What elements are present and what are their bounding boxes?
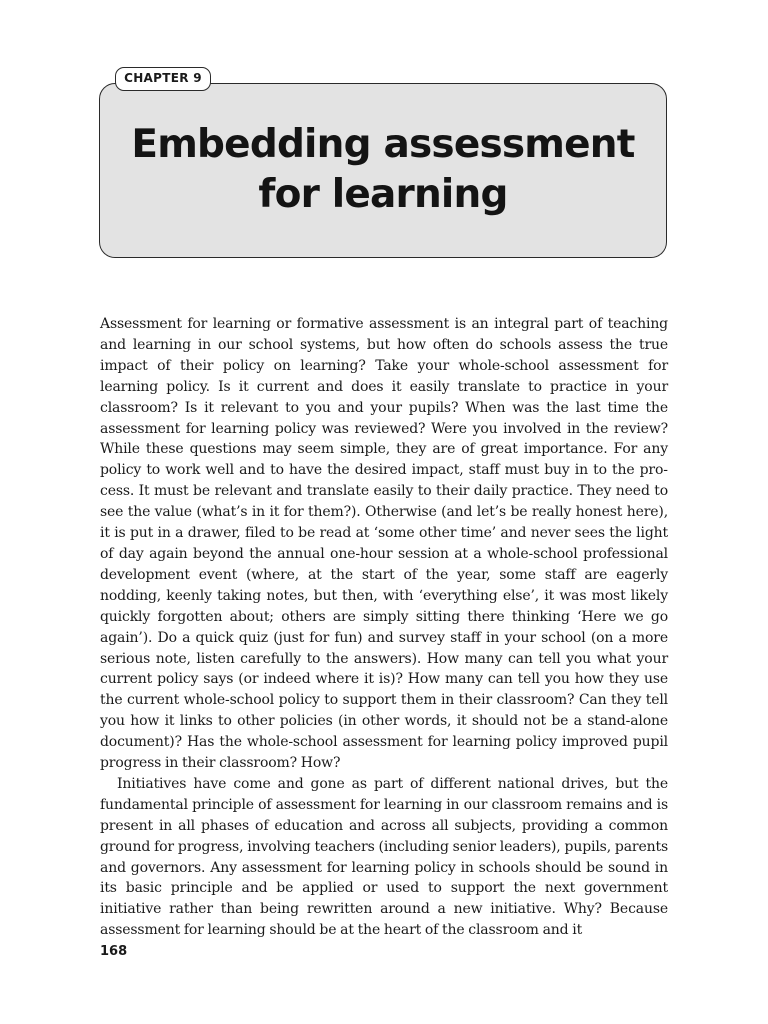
chapter-title-line-2: for learning [258,172,508,217]
body-text [100,314,668,941]
chapter-label: CHAPTER 9 [115,67,211,91]
paragraph-2: Initiatives have come and gone as part of different national drives, but the fundamental principle of assessment for learning in our classroom remains and is present in all phases of education and across all subjects, providing a common ground for progress, involving teachers (including senior leaders), pupils, parents and governors. Any assessment for learning policy in schools should be sound in its basic principle and be applied or used to support the next government initiative rather than being rewritten around a new initiative. Why? Because assessment for learning should be at the heart of the classroom and it [100,775,668,939]
chapter-title [99,120,667,220]
paragraph-1: Assessment for learning or formative assessment is an integral part of teaching and learning in our school systems, but how often do schools assess the true impact of their policy on learning? Take your whole-school assessment for learning policy. Is it current and does it easily translate to practice in your classroom? Is it relevant to you and your pupils? When was the last time the assessment for learning policy was reviewed? Were you involved in the review? While these questions may seem simple, they are of great importance. For any policy to work well and to have the desired impact, staff must buy in to the process. It must be relevant and translate easily to their daily practice. They need to see the value (what’s in it for them?). Otherwise (and let’s be really honest here), it is put in a drawer, filed to be read at ‘some other time’ and never sees the light of day again beyond the annual one-hour session at a whole-school professional development event (where, at the start of the year, some staff are eagerly nodding, keenly taking notes, but then, with ‘everything else’, it was most likely quickly forgotten about; others are simply sitting there thinking ‘Here we go again’). Do a quick quiz (just for fun) and survey staff in your school (on a more serious note, listen carefully to the answers). How many can tell you what your current policy says (or indeed where it is)? How many can tell you how they use the current whole-school policy to support them in their classroom? Can they tell you how it links to other policies (in other words, it should not be a stand-alone document)? Has the whole-school assessment for learning policy improved pupil progress in their classroom? How? [100,316,668,772]
chapter-title-line-1: Embedding assessment [131,122,635,167]
page-number: 168 [100,944,128,959]
